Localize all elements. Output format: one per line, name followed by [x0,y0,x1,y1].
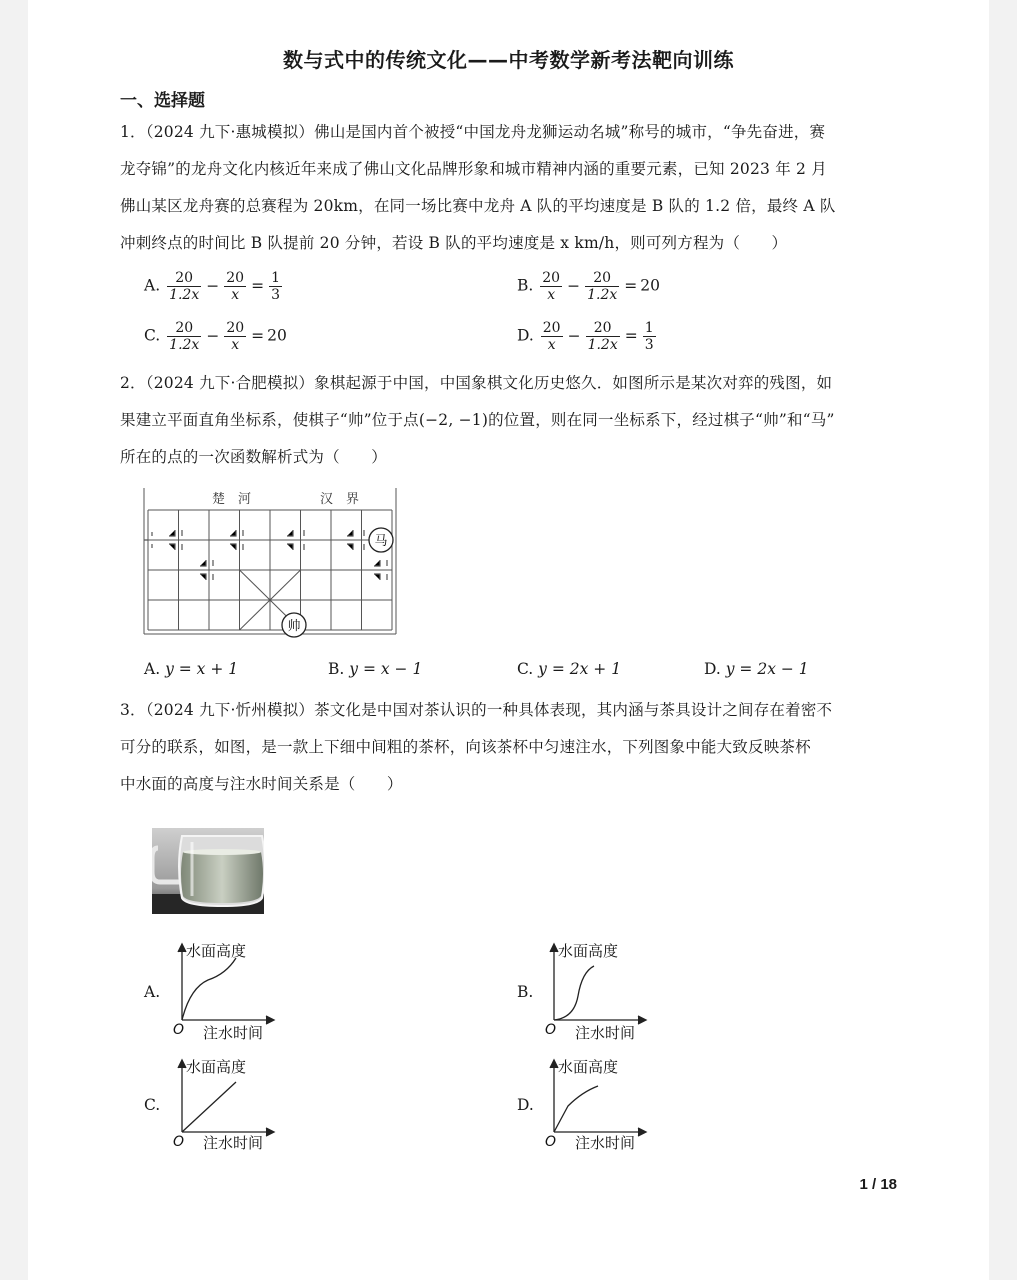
q1-line-3: 佛山某区龙舟赛的总赛程为 20km，在同一场比赛中龙舟 A 队的平均速度是 B 队的 1.2 倍，最终 A 队 [120,197,836,215]
fraction [541,320,563,353]
y-axis-label: 水面高度 [558,1058,619,1076]
numerator: 20 [586,320,620,337]
x-axis-label: 注水时间 [575,1024,636,1042]
option-expression: y = 2x − 1 [725,660,809,678]
numerator: 1 [271,270,280,286]
q1-option-a[interactable]: A. $\frac{20}{1.2x}$ − $\frac{20}{x}$ = $\frac{1}{3}$ [144,270,280,303]
curve-d [554,1086,598,1132]
q1-option-c[interactable]: C. $\frac{20}{1.2x}$ − $\frac{20}{x}$ = 20 [144,320,287,353]
y-axis-label: 水面高度 [186,1058,247,1076]
section-heading: 一、选择题 [120,91,205,111]
fraction [586,320,620,353]
denominator: 1.2x [169,287,200,303]
river-text-left: 楚 河 [212,492,252,507]
fraction [540,270,562,303]
fraction [585,270,619,303]
denominator: x [547,287,556,303]
line-c [182,1082,236,1132]
option-label: B. [517,276,534,295]
origin-label: O [545,1022,557,1038]
option-label: A. [144,660,161,678]
x-axis-label: 注水时间 [203,1134,264,1152]
q1-line-2: 龙夺锦”的龙舟文化内核近年来成了佛山文化品牌形象和城市精神内涵的重要元素，已知 2023 年 2 月 [120,160,827,178]
curve-a [182,958,236,1020]
numerator: 20 [167,320,201,337]
denominator: 3 [644,337,654,353]
q3-graph-d[interactable] [540,1052,680,1156]
option-expression: y = x + 1 [165,660,239,678]
fraction [224,320,246,353]
fraction [269,270,282,303]
denominator: 1.2x [169,337,200,353]
fraction [224,270,246,303]
numerator: 1 [644,320,654,336]
q3-option-a-label[interactable]: A. [144,983,161,1001]
q3-graph-c[interactable] [168,1052,308,1156]
numerator: 20 [226,270,245,286]
board-grid [144,488,396,634]
q1-line-4: 冲刺终点的时间比 B 队提前 20 分钟，若设 B 队的平均速度是 x km/h，则可列方程为（ ） [120,234,788,252]
origin-label: O [173,1022,185,1038]
option-label: C. [517,660,534,678]
q2-option-a[interactable] [144,660,238,678]
river-text-right: 汉 界 [320,492,360,507]
position-markers [144,530,388,580]
x-axis-label: 注水时间 [203,1024,264,1042]
q3-graph-b[interactable] [540,936,680,1044]
numerator: 20 [542,270,561,286]
q2-line-3: 所在的点的一次函数解析式为（ ） [120,448,387,466]
denominator: x [547,337,556,353]
fraction [167,320,201,353]
piece-ma-label: 马 [374,534,388,549]
option-label: D. [704,660,721,678]
x-axis-label: 注水时间 [575,1134,636,1152]
q3-line-1: 3．（2024 九下·忻州模拟）茶文化是中国对茶认识的一种具体表现，其内涵与茶具设计之间存在着密不 [120,701,833,719]
piece-shuai-label: 帅 [287,619,301,634]
page-number: 1 / 18 [859,1176,897,1193]
denominator: x [231,337,240,353]
numerator: 20 [585,270,619,287]
option-expression: y = 2x + 1 [538,660,622,678]
y-axis-label: 水面高度 [186,942,247,960]
denominator: 1.2x [587,287,618,303]
y-axis-label: 水面高度 [558,942,619,960]
option-label: B. [328,660,345,678]
denominator: 1.2x [587,337,618,353]
document-page [28,0,989,1280]
origin-label: O [545,1134,557,1150]
rhs-value: 20 [640,276,660,295]
q3-option-b-label[interactable]: B. [517,983,534,1001]
q3-graph-a[interactable] [168,936,308,1044]
curve-b [554,966,594,1020]
q3-option-c-label[interactable]: C. [144,1096,161,1114]
q2-line-2: 果建立平面直角坐标系，使棋子“帅”位于点(−2, −1)的位置，则在同一坐标系下，经过棋子“帅”和“马” [120,411,835,429]
q3-line-2: 可分的联系，如图，是一款上下细中间粗的茶杯，向该茶杯中匀速注水，下列图象中能大致反映茶杯 [120,738,811,756]
q1-option-b[interactable]: B. $\frac{20}{x}$ − $\frac{20}{1.2x}$ = 20 [517,270,660,303]
fraction [167,270,201,303]
q2-option-c[interactable] [517,660,621,678]
origin-label: O [173,1134,185,1150]
numerator: 20 [542,320,561,336]
tea-cup-photo [152,828,264,914]
numerator: 20 [226,320,245,336]
chess-board-figure [140,488,400,640]
option-label: A. [144,276,161,295]
q3-option-d-label[interactable]: D. [517,1096,534,1114]
numerator: 20 [167,270,201,287]
option-expression: y = x − 1 [349,660,423,678]
denominator: x [231,287,240,303]
page-title: 数与式中的传统文化——中考数学新考法靶向训练 [283,48,734,72]
q3-line-3: 中水面的高度与注水时间关系是（ ） [120,775,403,793]
option-label: D. [517,326,534,345]
q2-option-b[interactable] [328,660,422,678]
q1-option-d[interactable]: D. $\frac{20}{x}$ − $\frac{20}{1.2x}$ = $\frac{1}{3}$ [517,320,654,353]
option-label: C. [144,326,161,345]
q2-line-1: 2．（2024 九下·合肥模拟）象棋起源于中国，中国象棋文化历史悠久．如图所示是某次对弈的残图，如 [120,374,833,392]
q1-line-1: 1．（2024 九下·惠城模拟）佛山是国内首个被授“中国龙舟龙狮运动名城”称号的城市，“争先奋进，赛 [120,123,826,141]
q2-option-d[interactable] [704,660,809,678]
rhs-value: 20 [267,326,287,345]
fraction [643,320,656,353]
denominator: 3 [271,287,280,303]
